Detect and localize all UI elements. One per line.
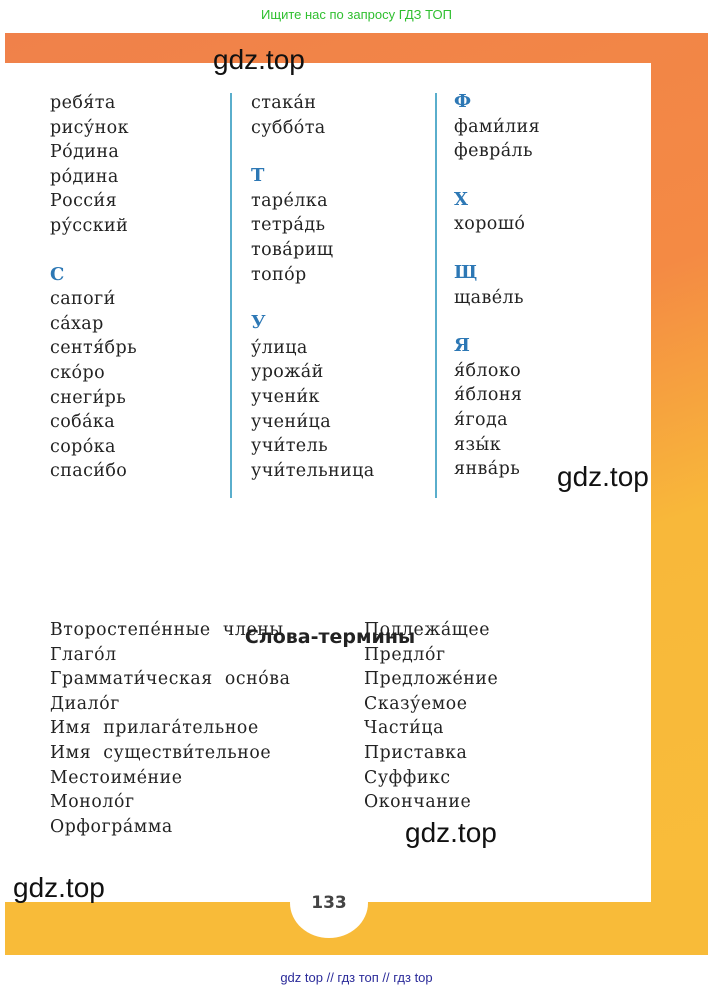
alphabet-letter-heading: Я [454,335,471,357]
dictionary-word: стака́н [251,93,317,113]
dictionary-word: я́блоня [454,385,523,406]
dictionary-column-2 [251,91,375,483]
term-word: Местоиме́ние [50,767,183,788]
watermark: gdz.top [213,44,305,75]
watermark: gdz.top [405,817,497,848]
dictionary-word: ско́ро [50,362,106,383]
dictionary-word: щаве́ль [454,287,524,308]
term-word: Подлежа́щее [364,620,491,640]
term-word: Имя существи́тельное [50,742,272,763]
dictionary-word: сентя́брь [50,338,138,359]
column-divider [435,93,437,498]
dictionary-word: соро́ка [50,436,116,457]
dictionary-word: февра́ль [454,141,533,162]
dictionary-column-1 [50,91,137,484]
dictionary-word: урожа́й [251,362,324,383]
dictionary-word: рису́нок [50,117,129,138]
term-word: Граммати́ческая осно́ва [50,669,291,690]
dictionary-word: Ро́дина [50,142,120,163]
dictionary-column-3 [454,90,540,482]
term-word: Глаго́л [50,644,117,665]
dictionary-word: соба́ка [50,412,116,433]
watermark: gdz.top [557,461,649,492]
dictionary-word: Росси́я [50,191,118,212]
dictionary-word: я́блоко [454,360,522,381]
dictionary-word: учи́тельница [251,460,375,481]
spacer [454,164,540,188]
watermark: gdz.top [13,872,105,903]
spacer [454,310,540,334]
term-word: Части́ца [364,718,445,739]
dictionary-word: у́лица [251,337,308,358]
term-word: Второстепе́нные члены [50,620,284,640]
term-word: Имя прилага́тельное [50,718,259,739]
column-divider [230,93,232,498]
dictionary-word: я́года [454,409,508,430]
top-banner[interactable]: Ищите нас по запросу ГДЗ ТОП [261,7,452,22]
dictionary-word: тетра́дь [251,215,326,236]
footer-links[interactable]: gdz top // гдз топ // гдз top [280,970,433,985]
spacer [454,237,540,261]
dictionary-word: топо́р [251,264,307,285]
section-heading: Слова-термины [244,626,416,648]
dictionary-word: учи́тель [251,436,329,457]
term-word: Предложе́ние [364,669,499,690]
term-word: Сказу́емое [364,693,468,714]
dictionary-word: сапоги́ [50,289,116,310]
dictionary-word: ро́дина [50,166,119,187]
dictionary-word: ру́сский [50,215,129,236]
alphabet-letter-heading: Т [251,165,265,187]
dictionary-word: това́рищ [251,239,334,260]
dictionary-word: хорошо́ [454,214,526,235]
term-word: Диало́г [50,693,120,714]
spacer [251,287,375,311]
alphabet-letter-heading: Щ [454,261,478,283]
term-word: Моноло́г [50,792,135,813]
alphabet-letter-heading: У [251,312,267,334]
term-word: Орфогра́мма [50,816,173,837]
page-sheet [5,63,651,902]
dictionary-word: са́хар [50,313,104,334]
page-number: 133 [290,868,368,938]
dictionary-word: учени́ца [251,411,332,432]
alphabet-letter-heading: С [50,263,65,285]
term-word: Приставка [364,742,468,763]
dictionary-word: снеги́рь [50,387,127,408]
spacer [251,140,375,164]
dictionary-word: суббо́та [251,117,326,138]
terms-right-column [364,618,498,815]
spacer [50,239,137,263]
term-word: Предло́г [364,644,446,665]
alphabet-letter-heading: Ф [454,91,472,112]
dictionary-word: янва́рь [454,459,521,480]
term-word: Суффикс [364,767,451,788]
dictionary-word: учени́к [251,386,320,407]
dictionary-word: ребя́та [50,93,116,113]
terms-left-column [50,618,291,839]
dictionary-word: спаси́бо [50,461,128,482]
alphabet-letter-heading: Х [454,188,469,210]
dictionary-word: таре́лка [251,190,328,211]
dictionary-word: фами́лия [454,116,541,137]
dictionary-word: язы́к [454,434,502,455]
term-word: Окончание [364,792,472,813]
